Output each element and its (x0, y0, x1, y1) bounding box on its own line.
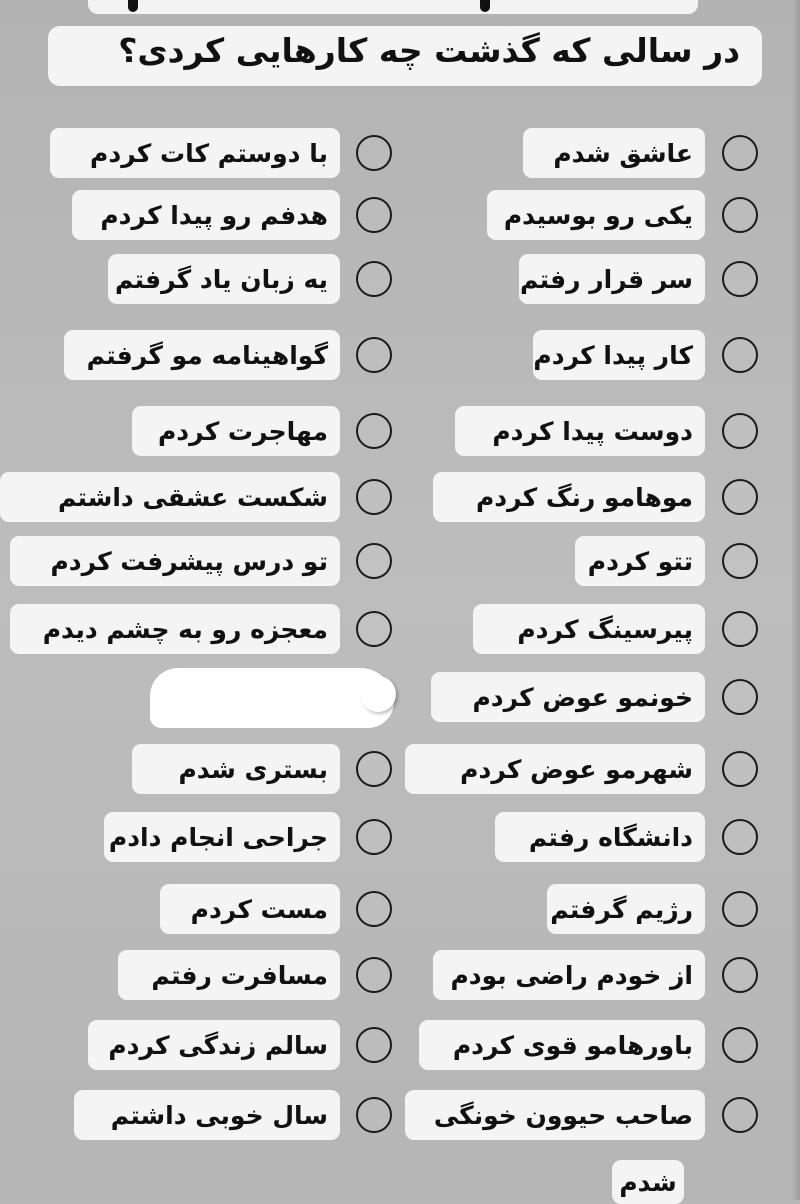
right-item-label: دوست پیدا کردم (492, 416, 693, 446)
left-item-radio[interactable] (356, 819, 392, 855)
right-item-label: سر قرار رفتم (520, 264, 693, 294)
left-item-label-box (88, 1020, 340, 1070)
cropped-letter-dot (480, 0, 490, 12)
cropped-letter-dot (128, 0, 138, 12)
left-item-label: مهاجرت کردم (157, 416, 328, 446)
continuation-label: شدم (619, 1167, 677, 1197)
left-item-radio[interactable] (356, 479, 392, 515)
right-item-label: تتو کردم (587, 546, 693, 576)
left-item[interactable] (0, 472, 800, 522)
left-item-label: یه زبان یاد گرفتم (114, 264, 328, 294)
left-item-label-box (64, 330, 340, 380)
right-item-label: خونمو عوض کردم (472, 682, 693, 712)
left-item-radio[interactable] (356, 261, 392, 297)
left-item-label: شکست عشقی داشتم (57, 482, 328, 512)
left-item-radio[interactable] (356, 543, 392, 579)
left-item-label: معجزه رو به چشم دیدم (42, 614, 328, 644)
right-item-label: شهرمو عوض کردم (460, 754, 693, 784)
right-item-label: یکی رو بوسیدم (503, 200, 693, 230)
left-item-label-box (132, 744, 340, 794)
right-item-label-box (431, 672, 705, 722)
right-item-label: دانشگاه رفتم (528, 822, 693, 852)
right-item-label: کار پیدا کردم (533, 340, 693, 370)
left-item[interactable] (0, 254, 800, 304)
right-item-label: موهامو رنگ کردم (475, 482, 693, 512)
left-item[interactable] (0, 950, 800, 1000)
left-item-radio[interactable] (356, 337, 392, 373)
left-item-radio[interactable] (356, 1097, 392, 1133)
left-item-label: سال خوبی داشتم (110, 1100, 328, 1130)
left-item-label: مست کردم (190, 894, 328, 924)
left-item-radio[interactable] (356, 135, 392, 171)
right-item-label: رژیم گرفتم (550, 894, 693, 924)
continuation-label-box (612, 1160, 684, 1204)
left-item-label: با دوستم کات کردم (90, 138, 328, 168)
left-item-label-box (0, 472, 340, 522)
left-item[interactable] (0, 128, 800, 178)
left-item-label: تو درس پیشرفت کردم (50, 546, 328, 576)
left-item[interactable] (0, 1090, 800, 1140)
right-item-label: باورهامو قوی کردم (452, 1030, 693, 1060)
left-item-label-box (108, 254, 340, 304)
left-item-label: سالم زندگی کردم (108, 1030, 328, 1060)
left-item[interactable] (0, 536, 800, 586)
left-item-label-box (50, 128, 340, 178)
left-item[interactable] (0, 812, 800, 862)
left-item[interactable] (0, 330, 800, 380)
redacted-item-radio-cover (360, 676, 396, 712)
left-item-radio[interactable] (356, 1027, 392, 1063)
left-item-label-box (72, 190, 340, 240)
left-item-label-box (10, 536, 340, 586)
right-item-radio[interactable] (722, 679, 758, 715)
left-item-label-box (160, 884, 340, 934)
left-item-radio[interactable] (356, 611, 392, 647)
right-item-label: از خودم راضی بودم (450, 960, 693, 990)
left-item-radio[interactable] (356, 891, 392, 927)
left-item-label-box (118, 950, 340, 1000)
left-item-radio[interactable] (356, 197, 392, 233)
page-title: در سالی که گذشت چه کارهایی کردی؟ (118, 31, 740, 70)
left-item-label: جراحی انجام دادم (108, 822, 328, 852)
left-item-radio[interactable] (356, 957, 392, 993)
left-item-label-box (74, 1090, 340, 1140)
redacted-item-overlay (150, 668, 394, 728)
left-item[interactable] (0, 406, 800, 456)
left-item-radio[interactable] (356, 413, 392, 449)
right-item-label: صاحب حیوون خونگی (433, 1100, 693, 1130)
left-item[interactable] (0, 604, 800, 654)
left-item-label-box (132, 406, 340, 456)
left-item[interactable] (0, 1020, 800, 1070)
left-item-label: هدفم رو پیدا کردم (100, 200, 328, 230)
top-cropped-header (88, 0, 698, 14)
left-item[interactable] (0, 884, 800, 934)
left-item-label: مسافرت رفتم (151, 960, 328, 990)
left-item-label-box (104, 812, 340, 862)
left-item[interactable] (0, 190, 800, 240)
title-box (48, 26, 762, 86)
right-item-label: عاشق شدم (553, 138, 693, 168)
right-item[interactable] (0, 672, 800, 722)
right-item-label: پیرسینگ کردم (517, 614, 693, 644)
left-item[interactable] (0, 744, 800, 794)
left-item-label: گواهینامه مو گرفتم (86, 340, 328, 370)
left-item-radio[interactable] (356, 751, 392, 787)
left-item-label: بستری شدم (178, 754, 328, 784)
left-item-label-box (10, 604, 340, 654)
screen-edge (792, 0, 800, 1200)
